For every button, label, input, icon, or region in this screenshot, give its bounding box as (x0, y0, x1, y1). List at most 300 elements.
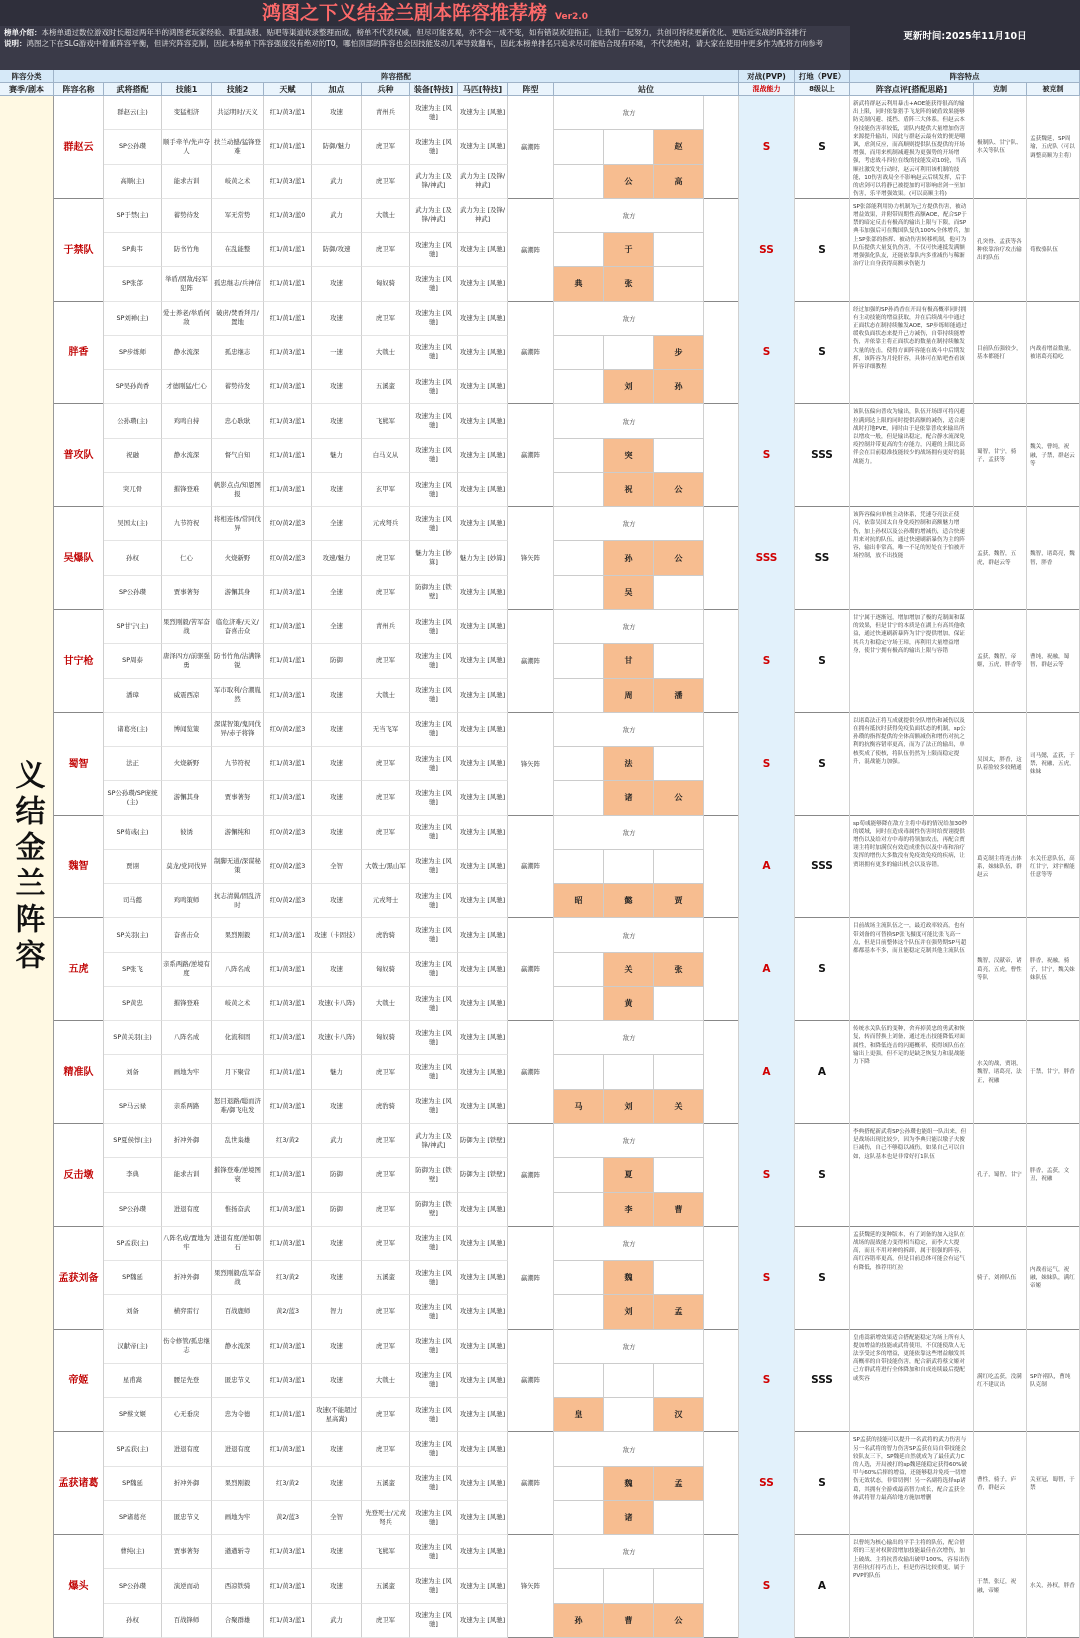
formation-grid (554, 1432, 704, 1535)
pve-rating: SSS (795, 404, 850, 507)
cell-horse: 攻速为主 [风驰] (458, 507, 508, 541)
formation-slot (554, 370, 604, 404)
cell-troop: 虎卫军 (362, 1124, 410, 1158)
cell-points: 攻速 (312, 816, 362, 850)
lineup-description: 该阵容偏向单核主动体系，凭速夺亮法正使闪，依靠吴国太自身免疫控制和高额魅力增伤，加上孙权以及公孙瓒的增减伤，适合快速用来对抗的队伍，通过快速刷新暴伤为主的阵容，输出非常高，唯一不足的短处在于怕被开场控制，放不出技能 (850, 507, 974, 610)
formation-grid (554, 404, 704, 507)
lineup-name: 魏智 (54, 816, 104, 919)
cell-skill1: 匿忠节义 (162, 1501, 212, 1535)
countered-list: 司马懿，孟获，于禁，祝融，五虎，妹妹 (1027, 713, 1080, 816)
season-label: 义结金兰阵容 (9, 759, 45, 975)
cell-general: SP公孙瓒 (104, 1569, 162, 1603)
position-spacer (704, 1227, 739, 1330)
pve-rating: S (795, 610, 850, 713)
cell-skill1: 腰足先登 (162, 1364, 212, 1398)
header-config: 阵容搭配 (54, 70, 739, 83)
cell-general: SP孟获(主) (104, 1227, 162, 1261)
cell-talent: 红1/黄3/蓝1 (264, 1021, 312, 1055)
cell-troop: 飞熊军 (362, 404, 410, 438)
counter-list: 魏智，汉献帝，诸葛亮，五虎，曹性等队 (974, 918, 1027, 1021)
cell-horse: 武力为主 [及锋/神武] (458, 199, 508, 233)
position-spacer (704, 816, 739, 919)
lineup-description: sp荀彧能够降在敌方主将中毒的情况给加30秒的缓域，同时在造成毒属性伤害时给贾诩提供增伤以及给对方中毒的将领加攻击，再配合贾诩主将时加满仅有效造成重伤以及中毒和治疗发挥的增伤大多数没有免疫效免疫的疾病，让贾诩拥有更多的输出机会以及容错。 (850, 816, 974, 919)
cell-horse: 攻速为主 [风驰] (458, 1330, 508, 1364)
lineup-description: SP孟获的技能可以提升一名武将的武力伤害与另一名武将的智力伤害SP孟获在局自带技能会较队友三下，SP魏延自然就成为了最佳武力C的人选，开局被打的sp魏延能稳定获得60%破甲与60%后摔的增益，还能够稳并免疫一切增伤无效状态，非常切例！另一名副将选择sp诸葛，其拥有全游戏最高智力成长，配合孟获全体武将智力最高给地方施加增删 (850, 1432, 974, 1535)
cell-general: 突兀骨 (104, 473, 162, 507)
cell-general: SP公孙瓒 (104, 1193, 162, 1227)
cell-horse: 攻速为主 [风驰] (458, 1569, 508, 1603)
cell-general: 法正 (104, 747, 162, 781)
cell-troop: 虎豹骑 (362, 1090, 410, 1124)
cell-equip: 防御为主 [铁壁] (410, 576, 458, 610)
cell-skill1: 爱士养老/举盾何敌 (162, 302, 212, 336)
cell-skill1: 横弈雷行 (162, 1295, 212, 1329)
pvp-rating: A (739, 918, 795, 1021)
cell-general: SP关羽(主) (104, 918, 162, 952)
formation-slot (554, 165, 604, 199)
col-name: 阵容名称 (54, 83, 104, 96)
lineup-description: 经过加强的SP孙尚香在开局有极高概率同时拥有主动技能的增益获取，并在后续战斗中通过正面状态在制持续触发AOE，SP步练师能通过缓收负面状态来提升己方减伤，自带持续能增伤，并依靠主将正面状态的数量在制持续触发大量的连击，使得方面阵容能在战斗中后期发挥，该阵容为月轮肝容，具体可在贴吧查看该阵容详细教程 (850, 302, 974, 405)
formation-slot (554, 233, 604, 267)
formation-slot (604, 1398, 654, 1432)
formation-grid (554, 96, 704, 199)
pve-rating: SS (795, 507, 850, 610)
cell-points: 攻速 (312, 1432, 362, 1466)
counter-list: 骑子，刘禅队伍 (974, 1227, 1027, 1330)
cell-horse: 攻速为主 [风驰] (458, 439, 508, 473)
cell-talent: 红0/黄2/蓝3 (264, 850, 312, 884)
cell-general: 李典 (104, 1158, 162, 1192)
cell-general: 刘备 (104, 1055, 162, 1089)
cell-talent: 红1/黄3/蓝1 (264, 1604, 312, 1638)
cell-talent: 红1/黄3/蓝1 (264, 1227, 312, 1261)
formation-slot: 马 (554, 1090, 604, 1124)
array-type: 赢潮阵 (508, 1330, 554, 1433)
cell-talent: 红0/黄2/蓝3 (264, 884, 312, 918)
lineup-description: 李典搭配新武将SP公孙瓒也能组一队出来，但是战场出现比较少，因为李典只能以墩子夫俊巨减伤，自己不够稳以减伤，如果自己可以自如，这队基本也是非常好打1队伍 (850, 1124, 974, 1227)
cell-skill1: 亲系两路/逆境有度 (162, 953, 212, 987)
lineup-group (54, 302, 1080, 405)
cell-talent: 红1/黄3/蓝1 (264, 987, 312, 1021)
cell-skill1: 进退有度 (162, 1193, 212, 1227)
cell-horse: 攻速为主 [风驰] (458, 1261, 508, 1295)
enemy-label: 敌方 (554, 1021, 704, 1055)
cell-talent: 红1/黄3/蓝1 (264, 1569, 312, 1603)
formation-slot (604, 336, 654, 370)
formation-slot (554, 473, 604, 507)
cell-horse: 攻速为主 [风驰] (458, 747, 508, 781)
formation-slot: 关 (654, 1090, 704, 1124)
cell-equip: 攻速为主 [风驰] (410, 370, 458, 404)
lineup-description: 皇甫嵩新增效果适合搭配能稳定为场上所有人提加增益的技能或武将使用，不仅能使敌人无法享受过多的增益，更能依靠这些增益触发其高概率的自带技能伤害，配合新武将蔡文姬对己方群武将进行全体降加和自成连续最后提配或奖容 (850, 1330, 974, 1433)
pvp-rating: S (739, 96, 795, 199)
cell-troop: 虎豹骑 (362, 918, 410, 952)
cell-skill1: 九节符祝 (162, 507, 212, 541)
cell-points: 武力 (312, 1604, 362, 1638)
array-type: 锋矢阵 (508, 1535, 554, 1638)
lineup-name: 甘宁枪 (54, 610, 104, 713)
cell-troop: 大戟士 (362, 679, 410, 713)
lineup-name: 吴爆队 (54, 507, 104, 610)
lineup-group (54, 816, 1080, 919)
cell-horse: 攻速为主 [风驰] (458, 1364, 508, 1398)
cell-skill2: 忠心耿耿 (212, 404, 264, 438)
position-spacer (704, 1330, 739, 1433)
cell-troop: 大戟士 (362, 987, 410, 1021)
cell-points: 全速 (312, 610, 362, 644)
formation-slot: 李 (604, 1193, 654, 1227)
col-horse: 马匹[特技] (458, 83, 508, 96)
cell-skill2: 抗志清翼/固乱济时 (212, 884, 264, 918)
cell-skill1: 进退有度 (162, 1432, 212, 1466)
cell-points: 攻速 (312, 404, 362, 438)
lineup-name: 五虎 (54, 918, 104, 1021)
array-type: 锋矢阵 (508, 713, 554, 816)
cell-general: SP吴孙尚香 (104, 370, 162, 404)
pvp-rating: S (739, 1330, 795, 1433)
cell-points: 武力 (312, 199, 362, 233)
pve-rating: S (795, 918, 850, 1021)
col-skill2: 技能2 (212, 83, 264, 96)
formation-slot: 公 (654, 473, 704, 507)
cell-skill1: 八阵名成 (162, 1021, 212, 1055)
enemy-label: 敌方 (554, 1330, 704, 1364)
cell-equip: 攻速为主 [风驰] (410, 1398, 458, 1432)
cell-points: 全速 (312, 507, 362, 541)
enemy-label: 敌方 (554, 1535, 704, 1569)
cell-equip: 攻速为主 [风驰] (410, 130, 458, 164)
cell-horse: 魅力为主 [妙算] (458, 541, 508, 575)
pve-rating: S (795, 96, 850, 199)
col-mix: 混战能力 (739, 83, 795, 96)
cell-equip: 魅力为主 [妙算] (410, 541, 458, 575)
cell-general: SP公孙瓒 (104, 576, 162, 610)
cell-talent: 红1/黄1/蓝1 (264, 130, 312, 164)
cell-general: 高顺(主) (104, 165, 162, 199)
formation-slot: 昭 (554, 884, 604, 918)
cell-general: SP张飞 (104, 953, 162, 987)
cell-equip: 攻速为主 [风驰] (410, 1021, 458, 1055)
lineup-description: SP张郃能利用协力机制为己方提供伤害，被动增益效果，并附带周期性高额AOE，配合SP于禁的暗定反击有极高的输出上限与下限，而SP典韦加强后可在魏国队复仇100%全体增兵，加上SP张郃的指挥、被动伤害转移机制，他可为队伍提供大量复仇伤害，不仅可快速抵发满额增强强化队友，还能依靠队内多重减伤与稀渐治疗让自身获得高额承伤能力 (850, 199, 974, 302)
cell-points: 攻速 (312, 302, 362, 336)
cell-talent: 红1/黄3/蓝1 (264, 1193, 312, 1227)
array-type: 赢潮阵 (508, 1432, 554, 1535)
cell-talent: 红3/黄2 (264, 1261, 312, 1295)
cell-horse: 攻速为主 [风驰] (458, 336, 508, 370)
cell-skill2: 怒目退路/聪而济难/御飞电发 (212, 1090, 264, 1124)
counter-list: 孔子，蜀智，甘宁 (974, 1124, 1027, 1227)
countered-list: 关亚冠，蜀智，于禁 (1027, 1432, 1080, 1535)
cell-troop: 虎卫军 (362, 165, 410, 199)
position-spacer (704, 96, 739, 199)
cell-talent: 红1/黄1/蓝1 (264, 644, 312, 678)
formation-slot (554, 987, 604, 1021)
cell-skill1: 才德刚猛/仁心 (162, 370, 212, 404)
array-type: 赢潮阵 (508, 1021, 554, 1124)
cell-troop: 虎卫军 (362, 1193, 410, 1227)
lineup-group (54, 610, 1080, 713)
position-spacer (704, 1535, 739, 1638)
cell-skill1: 举盾/固敌/轻军犯阵 (162, 267, 212, 301)
cell-general: 公孙瓒(主) (104, 404, 162, 438)
position-spacer (704, 302, 739, 405)
cell-troop: 匈奴骑 (362, 267, 410, 301)
formation-slot (554, 1364, 604, 1398)
cell-points: 攻速 (312, 96, 362, 130)
cell-horse: 攻速为主 [风驰] (458, 576, 508, 610)
cell-skill1: 折冲外御 (162, 1124, 212, 1158)
formation-slot (604, 1055, 654, 1089)
note-label: 说明： (4, 38, 27, 48)
lineup-description: 孟获魏延的变种版本，有了刘备的加入这队在战场的混战能力变得相当稳定，而李大大提高，而且不用对神的拆卸，属于很强的阵容，高红容错率更高，但是目前总体可能会有运气有降低，推荐用红拉 (850, 1227, 974, 1330)
pvp-rating: SSS (739, 507, 795, 610)
formation-slot: 黄 (604, 987, 654, 1021)
cell-equip: 攻速为主 [风驰] (410, 679, 458, 713)
cell-talent: 红3/黄2 (264, 1124, 312, 1158)
cell-general: SP典韦 (104, 233, 162, 267)
formation-slot: 刘 (604, 1090, 654, 1124)
cell-general: 星甫嵩 (104, 1364, 162, 1398)
counter-list: 目前队伍强较少，基本都能打 (974, 302, 1027, 405)
lineup-description: 以诸葛法正将互成就提供全队增伤和减伤以及在拥有抵抗时获得免疫负面状态的机制，sp公孙瓒的指挥提供的全体高额减伤和增伤对抗之利的抗衡容错率更高，而为了法正的输出，单核奖成了使核，将队伍仍然为上限而稳定提升，混战能力加强。 (850, 713, 974, 816)
formation-grid (554, 713, 704, 816)
cell-talent: 红1/黄3/蓝1 (264, 918, 312, 952)
cell-skill1: 鸡鸣自持 (162, 404, 212, 438)
cell-horse: 武力为主 [及锋/神武] (458, 165, 508, 199)
cell-skill2: 扶兰动撼/猛锋登难 (212, 130, 264, 164)
position-spacer (704, 1021, 739, 1124)
cell-skill1: 顺手牵羊/先声夺人 (162, 130, 212, 164)
cell-equip: 攻速为主 [风驰] (410, 1501, 458, 1535)
enemy-label: 敌方 (554, 96, 704, 130)
lineup-name: 胖香 (54, 302, 104, 405)
formation-grid (554, 816, 704, 919)
formation-slot: 法 (604, 747, 654, 781)
cell-general: SP公孙瓒 (104, 130, 162, 164)
cell-skill1: 莫龙/党同伐异 (162, 850, 212, 884)
lineup-group (54, 1227, 1080, 1330)
cell-skill2: 果烈刚毅 (212, 918, 264, 952)
cell-skill1: 变猛相济 (162, 96, 212, 130)
cell-general: SP孟获(主) (104, 1432, 162, 1466)
cell-troop: 青州兵 (362, 96, 410, 130)
cell-troop: 匈奴骑 (362, 953, 410, 987)
formation-slot: 孟 (654, 1295, 704, 1329)
cell-general: 诸葛亮(主) (104, 713, 162, 747)
cell-skill2: 果烈刚毅/乱军奋战 (212, 1261, 264, 1295)
cell-talent: 红1/黄3/蓝1 (264, 1535, 312, 1569)
cell-horse: 攻速为主 [风驰] (458, 404, 508, 438)
cell-troop: 虎卫军 (362, 1227, 410, 1261)
formation-slot (654, 233, 704, 267)
cell-points: 防御 (312, 1158, 362, 1192)
cell-skill2: 八阵名成 (212, 953, 264, 987)
pve-rating: A (795, 1021, 850, 1124)
cell-equip: 攻速为主 [风驰] (410, 302, 458, 336)
cell-equip: 攻速为主 [风驰] (410, 233, 458, 267)
cell-skill1: 静水流深 (162, 439, 212, 473)
cell-equip: 攻速为主 [风驰] (410, 404, 458, 438)
pvp-rating: SS (739, 1432, 795, 1535)
cell-talent: 红1/黄3/蓝1 (264, 473, 312, 507)
formation-slot (554, 541, 604, 575)
pve-rating: A (795, 1535, 850, 1638)
cell-general: SP于禁(主) (104, 199, 162, 233)
cell-points: 攻速 (312, 781, 362, 815)
cell-skill2: 惟扬奋武 (212, 1193, 264, 1227)
cell-points: 攻速(不能超过星高嵩) (312, 1398, 362, 1432)
cell-talent: 红1/黄3/蓝1 (264, 610, 312, 644)
cell-horse: 攻速为主 [风驰] (458, 1193, 508, 1227)
col-generals: 武将搭配 (104, 83, 162, 96)
cell-horse: 攻速为主 [风驰] (458, 1227, 508, 1261)
cell-troop: 白马义从 (362, 439, 410, 473)
countered-list: 内战看增益数量，被诸葛亮稳吃 (1027, 302, 1080, 405)
cell-points: 攻速(卡八阵) (312, 1021, 362, 1055)
cell-equip: 攻速为主 [风驰] (410, 96, 458, 130)
countered-list: 水关，孙权，胖香 (1027, 1535, 1080, 1638)
cell-troop: 五溪蛮 (362, 1467, 410, 1501)
formation-slot: 张 (654, 953, 704, 987)
cell-skill1: 折冲外御 (162, 1467, 212, 1501)
formation-slot: 突 (604, 439, 654, 473)
cell-general: SP荀彧(主) (104, 816, 162, 850)
formation-slot: 赵 (654, 130, 704, 164)
cell-general: 祝融 (104, 439, 162, 473)
cell-troop: 虎卫军 (362, 1604, 410, 1638)
formation-slot (554, 953, 604, 987)
formation-slot: 魏 (604, 1467, 654, 1501)
cell-skill2: 防书竹角/沾满锋锐 (212, 644, 264, 678)
lineup-name: 孟获刘备 (54, 1227, 104, 1330)
cell-skill1: 折冲外御 (162, 1261, 212, 1295)
pve-rating: S (795, 1432, 850, 1535)
cell-points: 全智 (312, 850, 362, 884)
cell-skill1: 彼诱 (162, 816, 212, 850)
cell-equip: 攻速为主 [风驰] (410, 267, 458, 301)
formation-grid (554, 918, 704, 1021)
cell-skill1: 能求古训 (162, 1158, 212, 1192)
countered-list: 内战看运气，祝融，妹妹队，满红帝姬 (1027, 1227, 1080, 1330)
col-desc: 阵容点评[搭配思路] (850, 83, 974, 96)
cell-skill1: 游懈其身 (162, 781, 212, 815)
formation-slot: 公 (604, 165, 654, 199)
pvp-rating: S (739, 610, 795, 713)
formation-slot (554, 1569, 604, 1603)
cell-points: 攻速(卡八阵) (312, 987, 362, 1021)
cell-equip: 攻速为主 [风驰] (410, 918, 458, 952)
cell-horse: 攻速为主 [风驰] (458, 233, 508, 267)
cell-general: SP刘禅(主) (104, 302, 162, 336)
cell-points: 全智 (312, 1501, 362, 1535)
cell-equip: 攻速为主 [风驰] (410, 850, 458, 884)
col-points: 加点 (312, 83, 362, 96)
cell-skill2: 岐黄之术 (212, 987, 264, 1021)
note-text: 鸿图之下在SLG游戏中着重阵容平衡，但讲究阵容克制，因此本榜单下阵容强度没有绝对的T0，哪怕顶部的阵容也会因技能发动几率导致翻车，因此本榜单排名只追求尽可能贴合现有环境，不代表绝对，请大家在使用中更多作为配将方向参考 (26, 38, 824, 48)
cell-horse: 攻速为主 [风驰] (458, 1535, 508, 1569)
cell-talent: 红1/黄3/蓝1 (264, 1432, 312, 1466)
intro-block (0, 26, 850, 70)
cell-troop: 虎卫军 (362, 1330, 410, 1364)
formation-slot: 典 (554, 267, 604, 301)
cell-points: 攻速 (312, 713, 362, 747)
cell-skill2: 忠为令德 (212, 1398, 264, 1432)
cell-points: 攻速 (312, 884, 362, 918)
formation-slot: 步 (654, 336, 704, 370)
cell-talent: 红1/黄3/蓝1 (264, 1364, 312, 1398)
cell-skill1: 演逆而动 (162, 1569, 212, 1603)
cell-skill1: 果烈刚毅/苦军奋战 (162, 610, 212, 644)
col-troop: 兵种 (362, 83, 410, 96)
countered-list: 水关任意队伍，高红甘宁，刘宇醒能任意等等 (1027, 816, 1080, 919)
enemy-label: 敌方 (554, 610, 704, 644)
cell-points: 攻速 (312, 1090, 362, 1124)
formation-slot (654, 1261, 704, 1295)
formation-slot: 公 (654, 781, 704, 815)
cell-equip: 攻速为主 [风驰] (410, 884, 458, 918)
col-season: 赛季/剧本 (0, 83, 54, 96)
counter-list: 于禁，张辽，祝融，帝姬 (974, 1535, 1027, 1638)
cell-skill1: 贾事著努 (162, 1535, 212, 1569)
formation-slot (654, 1501, 704, 1535)
cell-equip: 攻速为主 [风驰] (410, 1090, 458, 1124)
cell-talent: 红1/黄3/蓝1 (264, 1090, 312, 1124)
formation-slot (604, 1364, 654, 1398)
cell-troop: 无当飞军 (362, 713, 410, 747)
cell-points: 攻速/魅力 (312, 541, 362, 575)
countered-list: SP许褚队，曹纯队克制 (1027, 1330, 1080, 1433)
cell-talent: 红1/黄3/蓝1 (264, 1330, 312, 1364)
cell-general: SP诸葛亮 (104, 1501, 162, 1535)
cell-points: 攻速 (312, 473, 362, 507)
cell-equip: 攻速为主 [风驰] (410, 816, 458, 850)
col-skill1: 技能1 (162, 83, 212, 96)
lineup-description: 该队伍偏向普攻为输出，队伍开场即可将闪避拉满到达上限的同时提供高额的减伤，适合速战时打地PVE，同时由于是依靠普攻来输出所以增攻一般，但是输出稳定，配合静水流深免疫控制并带更高的生存能力，闪避的上限比高伴会在目前稳准技能较少的战场拥有更好的混战能力。 (850, 404, 974, 507)
cell-skill2: 月下聚营 (212, 1055, 264, 1089)
cell-points: 防御 (312, 1193, 362, 1227)
counter-list: 葛克制主将连击体系，妹妹队伍，群赵云 (974, 816, 1027, 919)
formation-slot: 诸 (604, 1501, 654, 1535)
cell-skill1: 画地为牢 (162, 1055, 212, 1089)
formation-slot (604, 1569, 654, 1603)
lineup-group (54, 96, 1080, 199)
cell-horse: 攻速为主 [风驰] (458, 370, 508, 404)
cell-horse: 攻速为主 [风驰] (458, 644, 508, 678)
cell-talent: 红1/黄3/蓝0 (264, 199, 312, 233)
cell-equip: 攻速为主 [风驰] (410, 1261, 458, 1295)
cell-general: 群赵云(主) (104, 96, 162, 130)
lineup-description: 目前战场主流队伍之一，最近政率较高，也有带刘备的可替换SP张飞摄度可能比张飞高一点，但是目前整体这个队伍并在强势期SP马超都都基本不多，而且能稳定克制其他主流队伍 (850, 918, 974, 1021)
cell-equip: 攻速为主 [风驰] (410, 507, 458, 541)
formation-slot (654, 576, 704, 610)
formation-slot: 皇 (554, 1398, 604, 1432)
formation-slot (654, 1055, 704, 1089)
cell-skill2: 破虏/焚香拜月/置地 (212, 302, 264, 336)
formation-slot (654, 1364, 704, 1398)
cell-points: 攻速 (312, 1261, 362, 1295)
version-label: Ver2.0 (555, 12, 588, 22)
cell-skill2: 画地为牢 (212, 1501, 264, 1535)
cell-troop: 五溪蛮 (362, 370, 410, 404)
pvp-rating: S (739, 302, 795, 405)
cell-skill1: 蓄势待发 (162, 199, 212, 233)
cell-equip: 攻速为主 [风驰] (410, 439, 458, 473)
cell-skill1: 奋喜击众 (162, 918, 212, 952)
col-talent: 天赋 (264, 83, 312, 96)
counter-list: 孟获，魏智，五虎，群赵云等 (974, 507, 1027, 610)
cell-talent: 红0/黄2/蓝3 (264, 713, 312, 747)
cell-troop: 虎卫军 (362, 1295, 410, 1329)
